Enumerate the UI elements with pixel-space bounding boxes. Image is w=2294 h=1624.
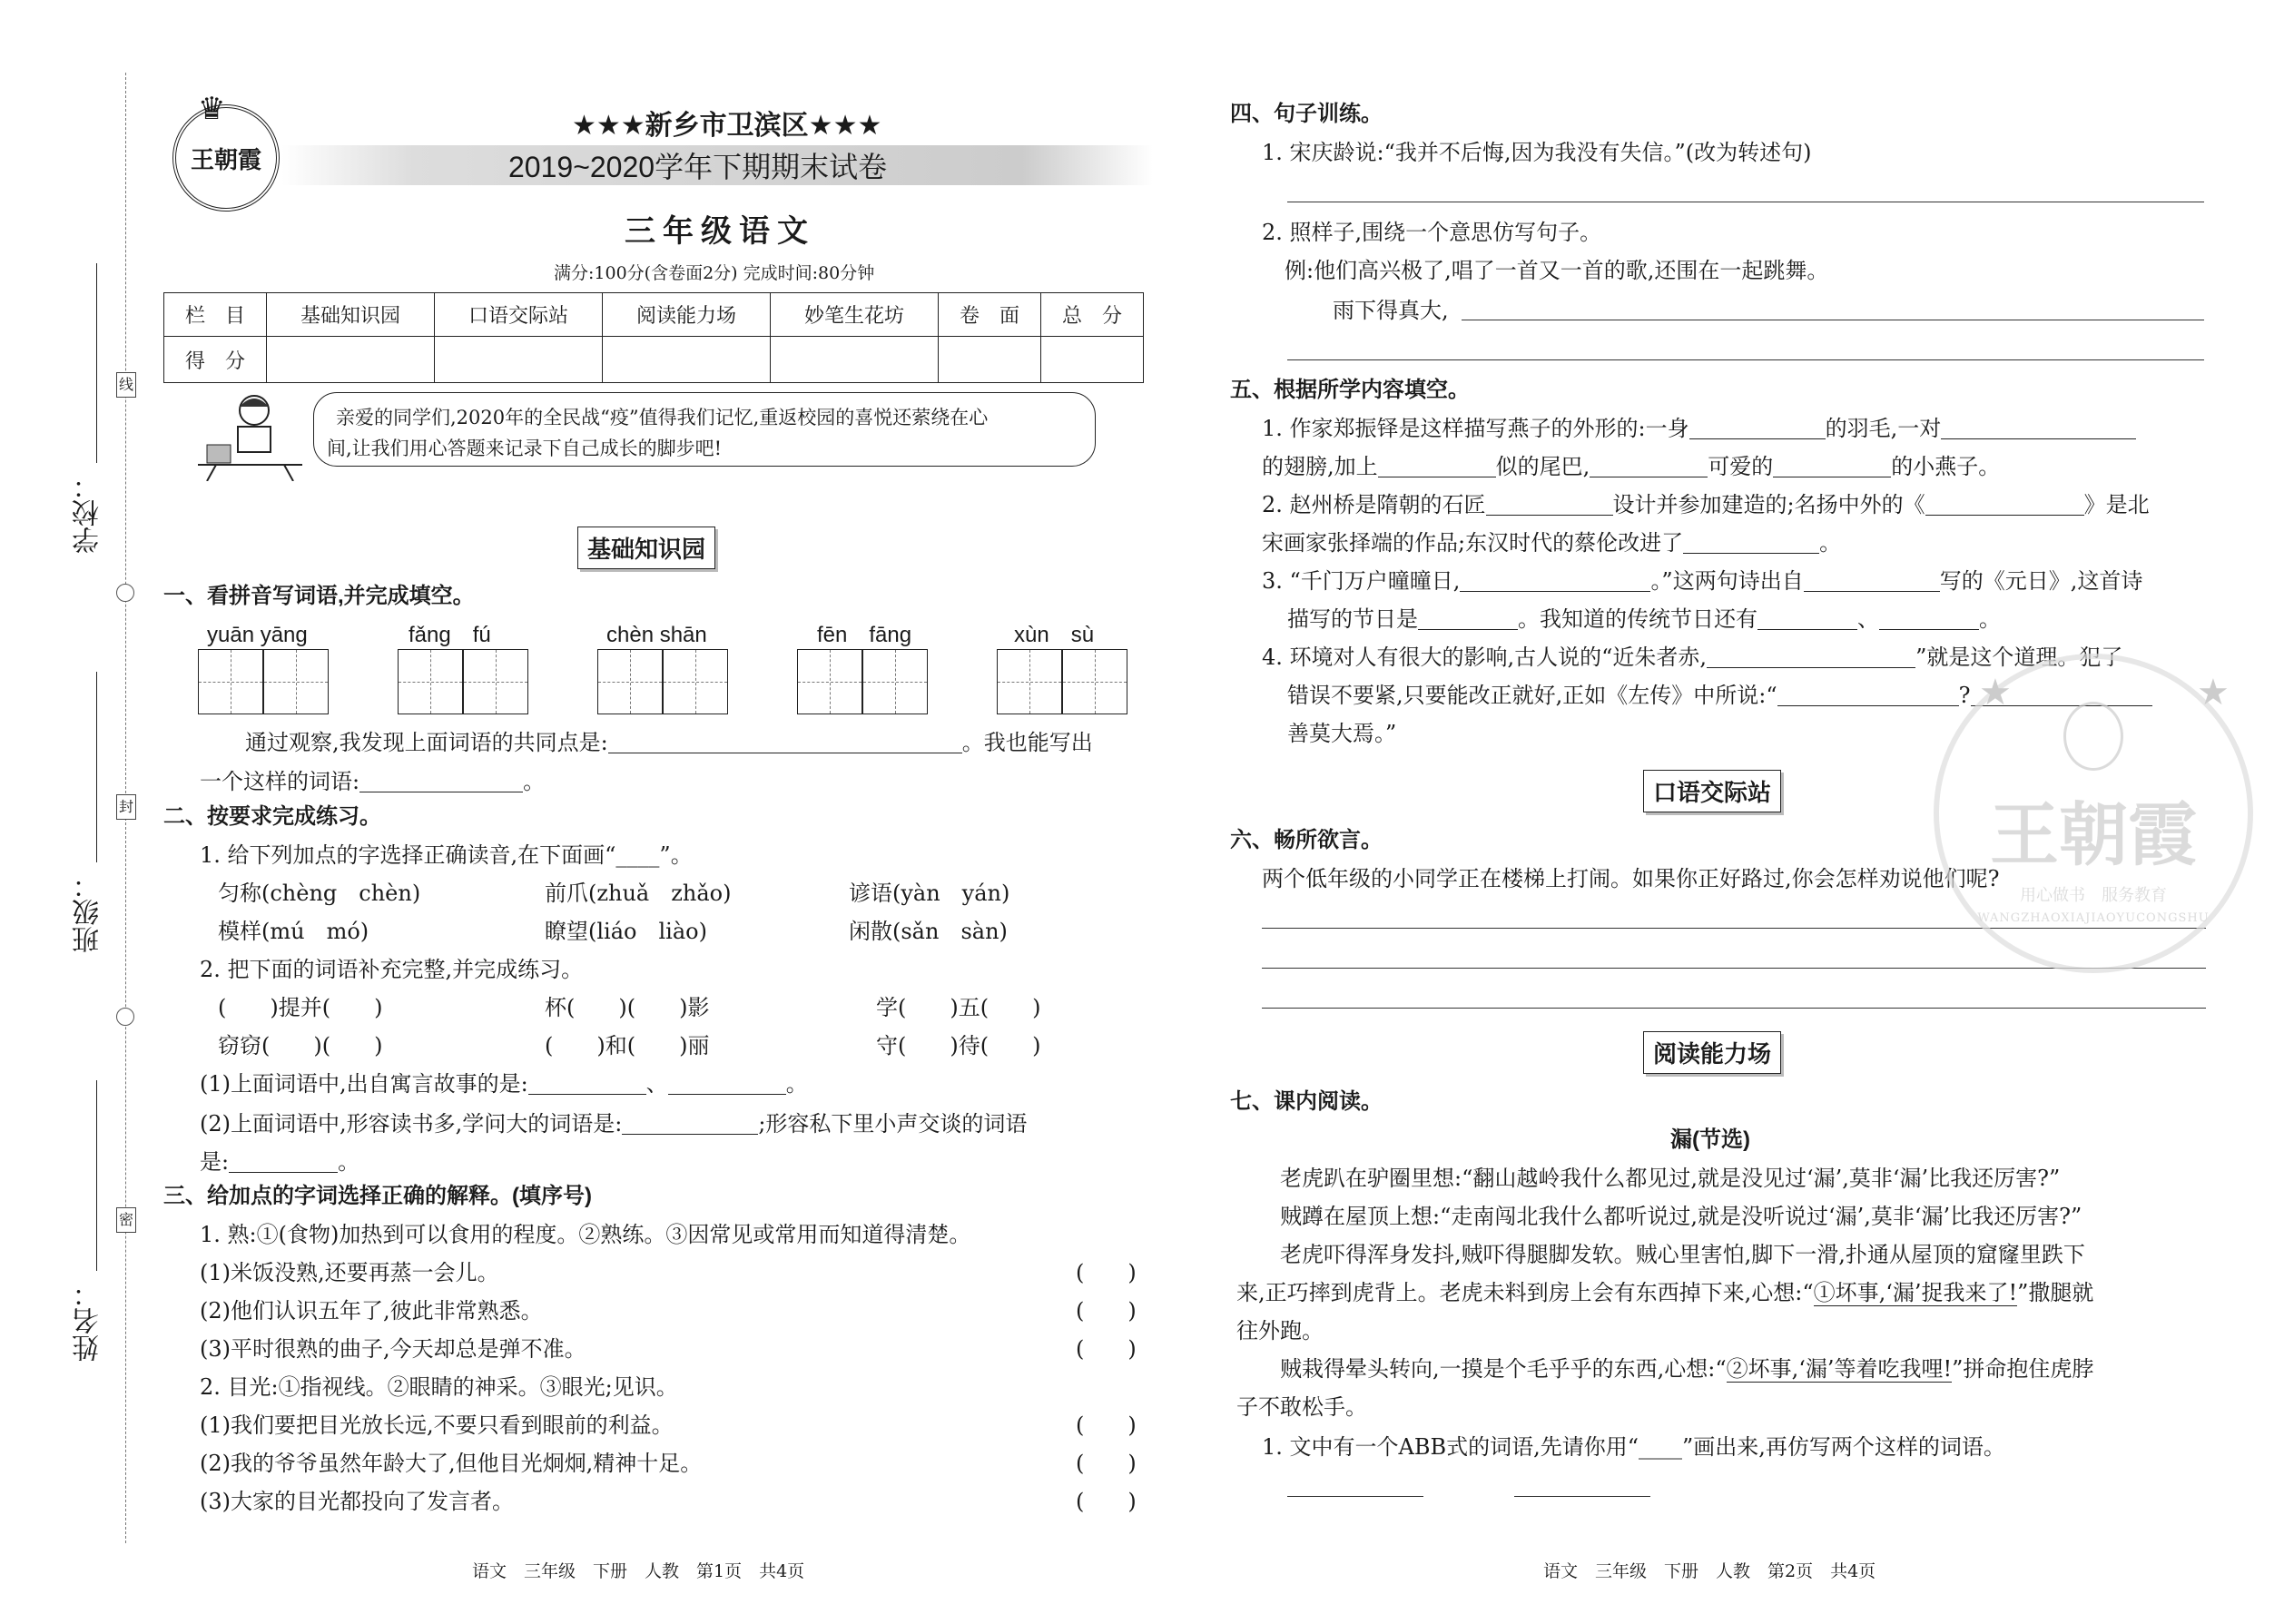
footer-right: 语文 三年级 下册 人教 第2页 共4页 [1543, 1561, 1876, 1581]
passage-para [1236, 1282, 2093, 1304]
q5-text: 。 [1979, 606, 2001, 632]
score-header: 卷 面 [938, 293, 1040, 337]
answer-blank[interactable] [1707, 647, 1915, 668]
watermark-star-icon: ★ [2197, 672, 2230, 714]
answer-paren[interactable]: ( ) [1076, 1336, 1137, 1362]
q6-text: 两个低年级的小同学正在楼梯上打闹。如果你正好路过,你会怎样劝说他们呢? [1262, 866, 2000, 891]
score-cell[interactable] [434, 337, 602, 383]
answer-blank[interactable] [622, 1114, 758, 1135]
q2-sub1: 1. 给下列加点的字选择正确读音,在下面画“____”。 [200, 842, 693, 868]
score-cell[interactable] [602, 337, 770, 383]
q3-item: (2)他们认识五年了,彼此非常熟悉。 [200, 1298, 543, 1324]
q2-text: 。 [785, 1071, 808, 1097]
reading-item: 模样(mú mó) [218, 919, 369, 944]
passage-para: 老虎趴在驴圈里想:“翻山越岭我什么都见过,就是没见过‘漏’,莫非‘漏’比我还厉害?” [1280, 1166, 2061, 1191]
answer-line[interactable] [1262, 1008, 2206, 1009]
passage-para: 子不敢松手。 [1236, 1394, 1367, 1420]
passage-para [1280, 1358, 2093, 1380]
fill-item[interactable]: 杯( )( )影 [545, 995, 710, 1020]
passage-text: 来,正巧摔到虎背上。老虎未料到房上会有东西掉下来,心想:“ [1236, 1280, 1814, 1305]
q2-ex2 [200, 1113, 1027, 1135]
answer-blank[interactable] [1486, 495, 1613, 516]
fill-item[interactable]: ( )和( )丽 [545, 1033, 710, 1058]
name-label: 姓名： [73, 1280, 104, 1362]
writing-grid[interactable] [663, 649, 728, 714]
answer-paren[interactable]: ( ) [1076, 1260, 1137, 1285]
q2-sub2: 2. 把下面的词语补充完整,并完成练习。 [200, 957, 584, 982]
passage-para: 老虎吓得浑身发抖,贼吓得腿脚发软。贼心里害怕,脚下一滑,扑通从屋顶的窟窿里跌下 [1280, 1242, 2085, 1267]
fill-item[interactable]: ( )提并( ) [218, 995, 383, 1020]
q4-sub1: 1. 宋庆龄说:“我并不后悔,因为我没有失信。”(改为转述句) [1262, 140, 1812, 165]
q3-item: (1)米饭没熟,还要再蒸一会儿。 [200, 1260, 499, 1285]
writing-grid[interactable] [797, 649, 862, 714]
answer-blank[interactable] [1757, 609, 1857, 630]
answer-blank[interactable] [1590, 457, 1708, 477]
answer-blank[interactable] [1689, 418, 1826, 439]
reading-item: 瞭望(liáo liào) [545, 919, 707, 944]
class-label: 班级： [73, 871, 104, 953]
score-cell[interactable] [1040, 337, 1143, 383]
answer-blank[interactable] [1804, 571, 1940, 592]
q2-text: 是: [200, 1149, 230, 1175]
passage-text: ”拼命抱住虎脖 [1952, 1356, 2094, 1382]
answer-blank[interactable] [1777, 685, 1959, 706]
q5-text: 的羽毛,一对 [1825, 416, 1942, 441]
q5-text: 的小燕子。 [1891, 454, 2001, 479]
q5-text: 。我知道的传统节日还有 [1518, 606, 1757, 632]
score-cell[interactable] [266, 337, 434, 383]
q7-title: 七、课内阅读。 [1230, 1089, 1383, 1114]
q5-title: 五、根据所学内容填空。 [1230, 378, 1470, 402]
q2-title: 二、按要求完成练习。 [163, 804, 381, 829]
reading-item: 匀称(chèng chèn) [218, 881, 421, 906]
q3-item: (3)大家的目光都投向了发言者。 [200, 1489, 514, 1514]
school-label: 学校： [73, 472, 104, 554]
answer-line[interactable] [1287, 1496, 1423, 1497]
q5-line [1262, 532, 1841, 554]
q5-line [1262, 646, 2122, 668]
passage-text: ”撒腿就 [2017, 1280, 2094, 1305]
q4-example: 例:他们高兴极了,唱了一首又一首的歌,还围在一起跳舞。 [1285, 258, 1829, 283]
reading-item: 闲散(sǎn sàn) [849, 919, 1008, 944]
score-header: 基础知识园 [266, 293, 434, 337]
reading-item: 谚语(yàn yán) [849, 881, 1010, 906]
subject-title: 三年级语文 [625, 213, 815, 250]
q2-ex1 [200, 1073, 808, 1095]
q2-text: 、 [645, 1071, 668, 1097]
q2-text: ;形容私下里小声交谈的词语 [758, 1111, 1028, 1137]
score-row-label: 得 分 [164, 337, 267, 383]
q4-prompt: 雨下得真大, [1333, 298, 1449, 323]
q5-text: 3. “千门万户曈曈日, [1262, 568, 1461, 594]
answer-blank[interactable] [229, 1152, 338, 1173]
watermark-arc-text: WANGZHAOXIAJIAOYUCONGSHU [1977, 911, 2210, 925]
bind-mark-mi: 密 [116, 1207, 136, 1233]
answer-blank[interactable] [1418, 609, 1518, 630]
q2-text: (1)上面词语中,出自寓言故事的是: [200, 1071, 528, 1097]
q1-pinyin-2: fǎng fú [409, 623, 491, 647]
answer-paren[interactable]: ( ) [1076, 1298, 1137, 1324]
answer-blank[interactable] [1378, 457, 1496, 477]
q5-line [1287, 608, 2001, 630]
q5-text: 错误不要紧,只要能改正就好,正如《左传》中所说:“ [1287, 683, 1777, 708]
q7-question: 1. 文中有一个ABB式的词语,先请你用“____”画出来,再仿写两个这样的词语。 [1262, 1434, 2005, 1460]
q5-text: 1. 作家郑振铎是这样描写燕子的外形的:一身 [1262, 416, 1689, 441]
q5-line [1262, 456, 2000, 477]
q5-text: 似的尾巴, [1495, 454, 1590, 479]
q5-line [1262, 494, 2150, 516]
writing-grid[interactable] [263, 649, 329, 714]
answer-blank[interactable] [359, 772, 523, 792]
q1-pinyin-3: chèn shān [606, 623, 707, 647]
q1-text: 。 [523, 769, 546, 794]
q5-text: 设计并参加建造的;名扬中外的《 [1612, 492, 1925, 517]
watermark-star-icon: ★ [1979, 672, 2012, 714]
logo-text: 王朝霞 [190, 146, 261, 174]
binding-hole-icon [116, 584, 134, 602]
q2-text: 。 [338, 1149, 360, 1175]
q6-title: 六、畅所欲言。 [1230, 828, 1383, 852]
passage-text: 贼栽得晕头转向,一摸是个毛乎乎的东西,心想:“ [1280, 1356, 1727, 1382]
q3-item: (1)我们要把目光放长远,不要只看到眼前的利益。 [200, 1412, 674, 1438]
answer-paren[interactable]: ( ) [1076, 1451, 1137, 1476]
q5-text: 2. 赵州桥是隋朝的石匠 [1262, 492, 1486, 517]
school-blank [96, 263, 97, 463]
writing-grid[interactable] [198, 649, 263, 714]
q1-text: 通过观察,我发现上面词语的共同点是: [245, 730, 608, 755]
answer-paren[interactable]: ( ) [1076, 1412, 1137, 1438]
writing-grid[interactable] [398, 649, 463, 714]
answer-blank[interactable] [608, 733, 962, 753]
score-header: 口语交际站 [434, 293, 602, 337]
bind-mark-feng: 封 [116, 794, 136, 820]
q5-line [1262, 570, 2142, 592]
fill-item[interactable]: 学( )五( ) [876, 995, 1041, 1020]
answer-blank[interactable] [1879, 609, 1979, 630]
greeting-line-2: 间,让我们用心答题来记录下自己成长的脚步吧! [327, 438, 723, 459]
q1-text: 。我也能写出 [961, 730, 1093, 755]
q3-item: (3)平时很熟的曲子,今天却总是弹不准。 [200, 1336, 586, 1362]
q1-pinyin-4: fēn fāng [817, 623, 912, 647]
q5-text: 。”这两句诗出自 [1650, 568, 1804, 594]
q5-text: 、 [1857, 606, 1879, 632]
section-basic-title: 基础知识园 [577, 527, 715, 569]
q5-text: ”就是这个道理。犯了 [1915, 645, 2123, 670]
answer-blank[interactable] [1925, 495, 2084, 516]
q1-line-1 [245, 732, 1093, 753]
q2-text: (2)上面词语中,形容读书多,学问大的词语是: [200, 1111, 623, 1137]
q4-sub2: 2. 照样子,围绕一个意思仿写句子。 [1262, 220, 1602, 245]
passage-title: 漏(节选) [1670, 1127, 1750, 1152]
answer-line[interactable] [1514, 1496, 1650, 1497]
q3-def1: 1. 熟:①(食物)加热到可以食用的程度。②熟练。③因常见或常用而知道得清楚。 [200, 1222, 971, 1247]
passage-para: 往外跑。 [1236, 1318, 1324, 1343]
score-table [163, 292, 1144, 383]
writing-grid[interactable] [997, 649, 1062, 714]
q1-line-2 [200, 771, 545, 792]
reading-item: 前爪(zhuǎ zhǎo) [545, 881, 732, 906]
answer-blank[interactable] [1683, 533, 1819, 554]
q1-title: 一、看拼音写词语,并完成填空。 [163, 584, 475, 608]
passage-para: 贼蹲在屋顶上想:“走南闯北我什么都听说过,就是没听说过‘漏’,莫非‘漏’比我还厉害?” [1280, 1204, 2082, 1229]
fill-item[interactable]: 窃窃( )( ) [218, 1033, 383, 1058]
student-reading-icon [198, 390, 302, 481]
q5-text: 4. 环境对人有很大的影响,古人说的“近朱者赤, [1262, 645, 1708, 670]
watermark-name: 王朝霞 [1990, 794, 2197, 875]
q3-def2: 2. 目光:①指视线。②眼睛的神采。③眼光;见识。 [200, 1374, 678, 1400]
writing-grid[interactable] [862, 649, 928, 714]
answer-blank[interactable] [1941, 418, 2136, 439]
greeting-line-1: 亲爱的同学们,2020年的全民战“疫”值得我们记忆,重返校园的喜悦还萦绕在心 [336, 407, 989, 428]
q5-text: 描写的节日是 [1287, 606, 1418, 632]
name-blank [96, 1080, 97, 1271]
footer-left: 语文 三年级 下册 人教 第1页 共4页 [472, 1561, 805, 1581]
answer-paren[interactable]: ( ) [1076, 1489, 1137, 1514]
marked-sentence: ②坏事,‘漏’等着吃我哩! [1726, 1356, 1953, 1382]
fill-item[interactable]: 守( )待( ) [876, 1033, 1041, 1058]
answer-blank[interactable] [528, 1074, 646, 1095]
q4-title: 四、句子训练。 [1230, 102, 1383, 126]
logo-crown-icon: ♛ [198, 91, 226, 127]
bind-mark-xian: 线 [116, 372, 136, 398]
q5-line: 善莫大焉。” [1287, 721, 1397, 746]
q5-text: ? [1958, 683, 1971, 708]
score-header: 阅读能力场 [602, 293, 770, 337]
region-title: ★★★新乡市卫滨区★★★ [572, 111, 882, 141]
score-header: 妙笔生花坊 [770, 293, 938, 337]
marked-sentence: ①坏事,‘漏’捉我来了! [1813, 1280, 2018, 1305]
writing-grid[interactable] [463, 649, 528, 714]
answer-blank[interactable] [668, 1074, 786, 1095]
q2-ex2-cont [200, 1151, 359, 1173]
exam-meta: 满分:100分(含卷面2分) 完成时间:80分钟 [554, 263, 875, 283]
q5-text: 。 [1819, 530, 1842, 556]
q5-text: 写的《元日》,这首诗 [1939, 568, 2143, 594]
score-cell[interactable] [938, 337, 1040, 383]
q1-pinyin-5: xùn sù [1014, 623, 1095, 647]
binding-hole-icon [116, 1008, 134, 1026]
q5-text: 》是北 [2083, 492, 2150, 517]
q3-title: 三、给加点的字词选择正确的解释。(填序号) [163, 1184, 592, 1208]
score-cell[interactable] [770, 337, 938, 383]
q5-text: 可爱的 [1708, 454, 1774, 479]
exam-title: 2019~2020学年下期期末试卷 [508, 151, 888, 183]
section-reading-title: 阅读能力场 [1643, 1031, 1781, 1074]
section-oral-title: 口语交际站 [1643, 770, 1781, 812]
q3-item: (2)我的爷爷虽然年龄大了,但他目光炯炯,精神十足。 [200, 1451, 703, 1476]
answer-blank[interactable] [1773, 457, 1891, 477]
q1-pinyin-1: yuān yāng [207, 623, 308, 647]
answer-blank[interactable] [1460, 571, 1650, 592]
watermark-portrait-icon [2063, 702, 2123, 771]
brand-logo [172, 104, 280, 212]
q1-text: 一个这样的词语: [200, 769, 360, 794]
writing-grid[interactable] [597, 649, 663, 714]
writing-grid[interactable] [1062, 649, 1127, 714]
q5-text: 宋画家张择端的作品;东汉时代的蔡伦改进了 [1262, 530, 1684, 556]
class-blank [96, 672, 97, 862]
watermark-slogan: 用心做书 服务教育 [2020, 886, 2167, 905]
q5-line [1262, 418, 2136, 439]
score-header: 栏 目 [164, 293, 267, 337]
answer-line[interactable] [1287, 359, 2204, 360]
q5-text: 的翅膀,加上 [1262, 454, 1378, 479]
score-header: 总 分 [1040, 293, 1143, 337]
student-illustration [198, 390, 302, 481]
